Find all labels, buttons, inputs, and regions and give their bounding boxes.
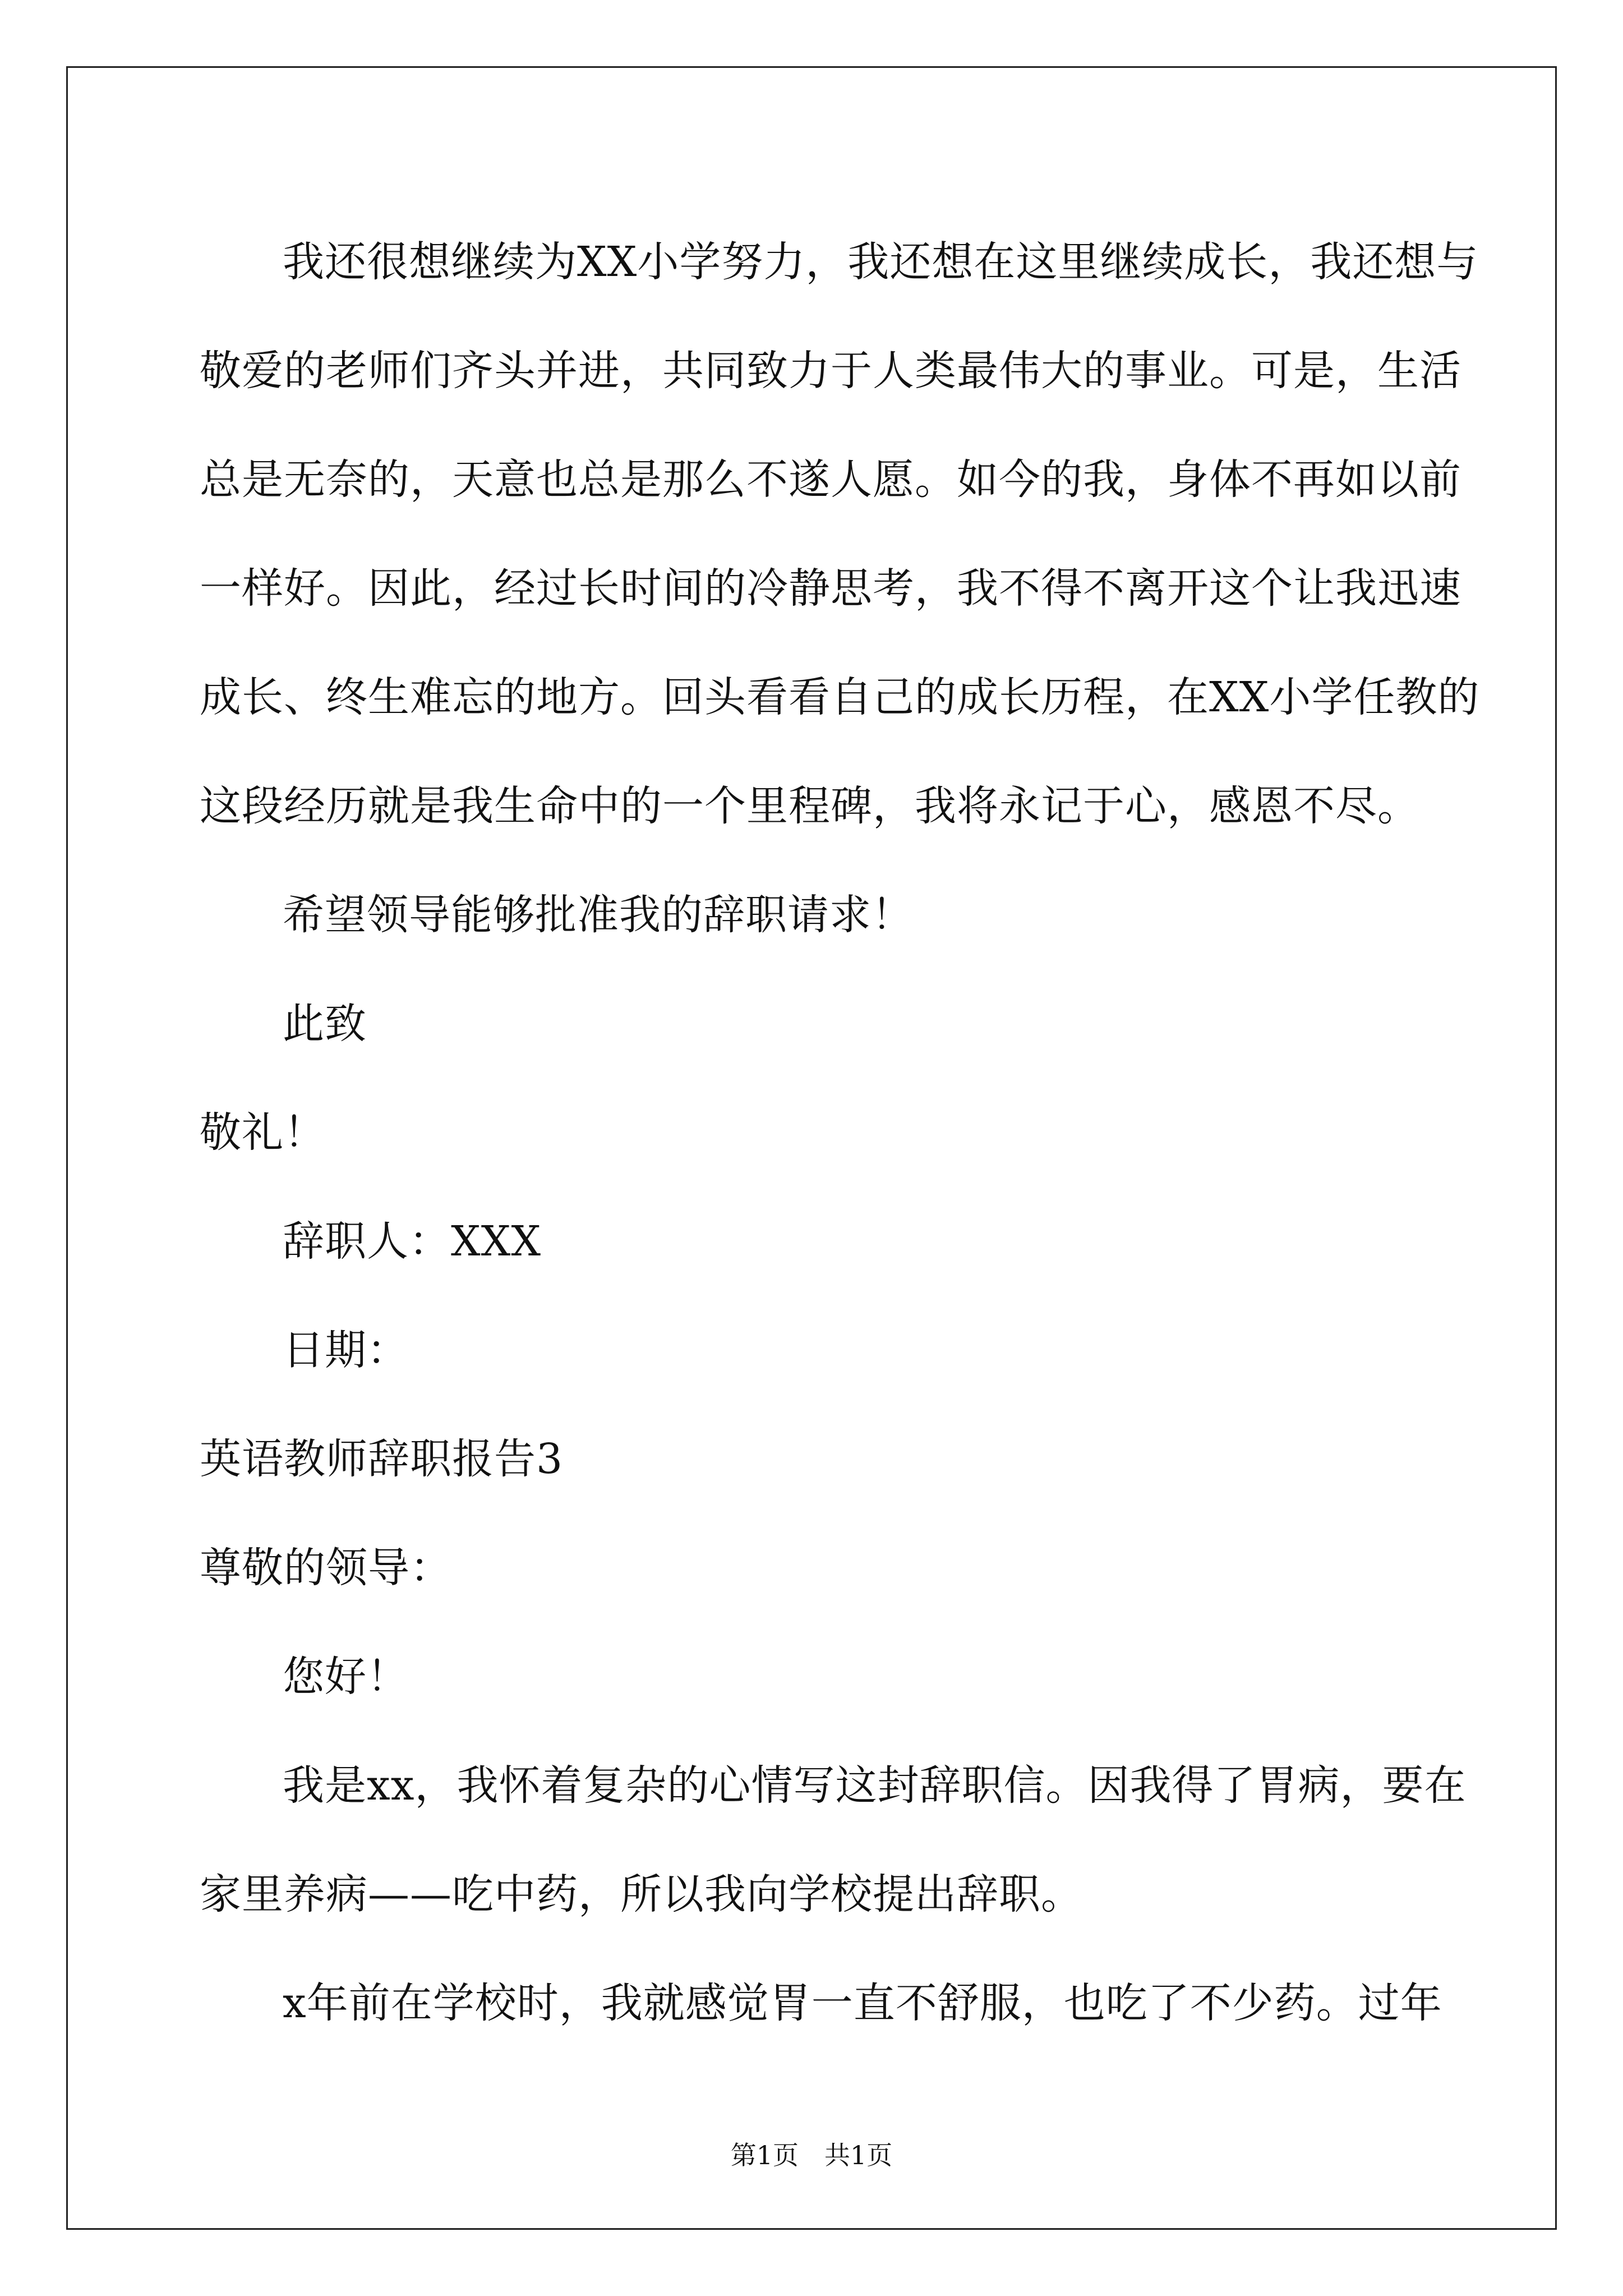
text-line: 我是xx，我怀着复杂的心情写这封辞职信。因我得了胃病，要在 [283, 1761, 1467, 1810]
paragraph-regards: 敬礼！ [200, 1108, 326, 1157]
text-line: 敬爱的老师们齐头并进，共同致力于人类最伟大的事业。可是，生活 [200, 347, 1461, 395]
text-line: 这段经历就是我生命中的一个里程碑，我将永记于心，感恩不尽。 [200, 782, 1419, 830]
page-number-footer: 第1页 共1页 [730, 2140, 893, 2170]
paragraph-request: 希望领导能够批准我的辞职请求！ [283, 891, 914, 939]
paragraph-salutation: 此致 [283, 1000, 367, 1048]
paragraph-signer: 辞职人：XXX [283, 1217, 542, 1266]
paragraph [200, 1949, 1442, 2058]
document-body [200, 208, 1480, 2058]
paragraph-greeting: 您好！ [283, 1653, 409, 1701]
paragraph [200, 1731, 1467, 1949]
text-line: 成长、终生难忘的地方。回头看看自己的成长历程，在XX小学任教的 [200, 673, 1480, 721]
text-line: 我还很想继续为XX小学努力，我还想在这里继续成长，我还想与 [283, 238, 1479, 286]
text-line: 家里养病——吃中药，所以我向学校提出辞职。 [200, 1870, 1083, 1918]
text-line: 一样好。因此，经过长时间的冷静思考，我不得不离开这个让我迅速 [200, 564, 1461, 613]
section-heading: 英语教师辞职报告3 [200, 1435, 564, 1483]
text-line: 总是无奈的，天意也总是那么不遂人愿。如今的我，身体不再如以前 [200, 455, 1461, 504]
text-line: x年前在学校时，我就感觉胃一直不舒服，也吃了不少药。过年 [283, 1979, 1442, 2027]
paragraph-addressee: 尊敬的领导： [200, 1544, 452, 1592]
paragraph [200, 208, 1480, 861]
paragraph-date: 日期： [283, 1326, 409, 1374]
